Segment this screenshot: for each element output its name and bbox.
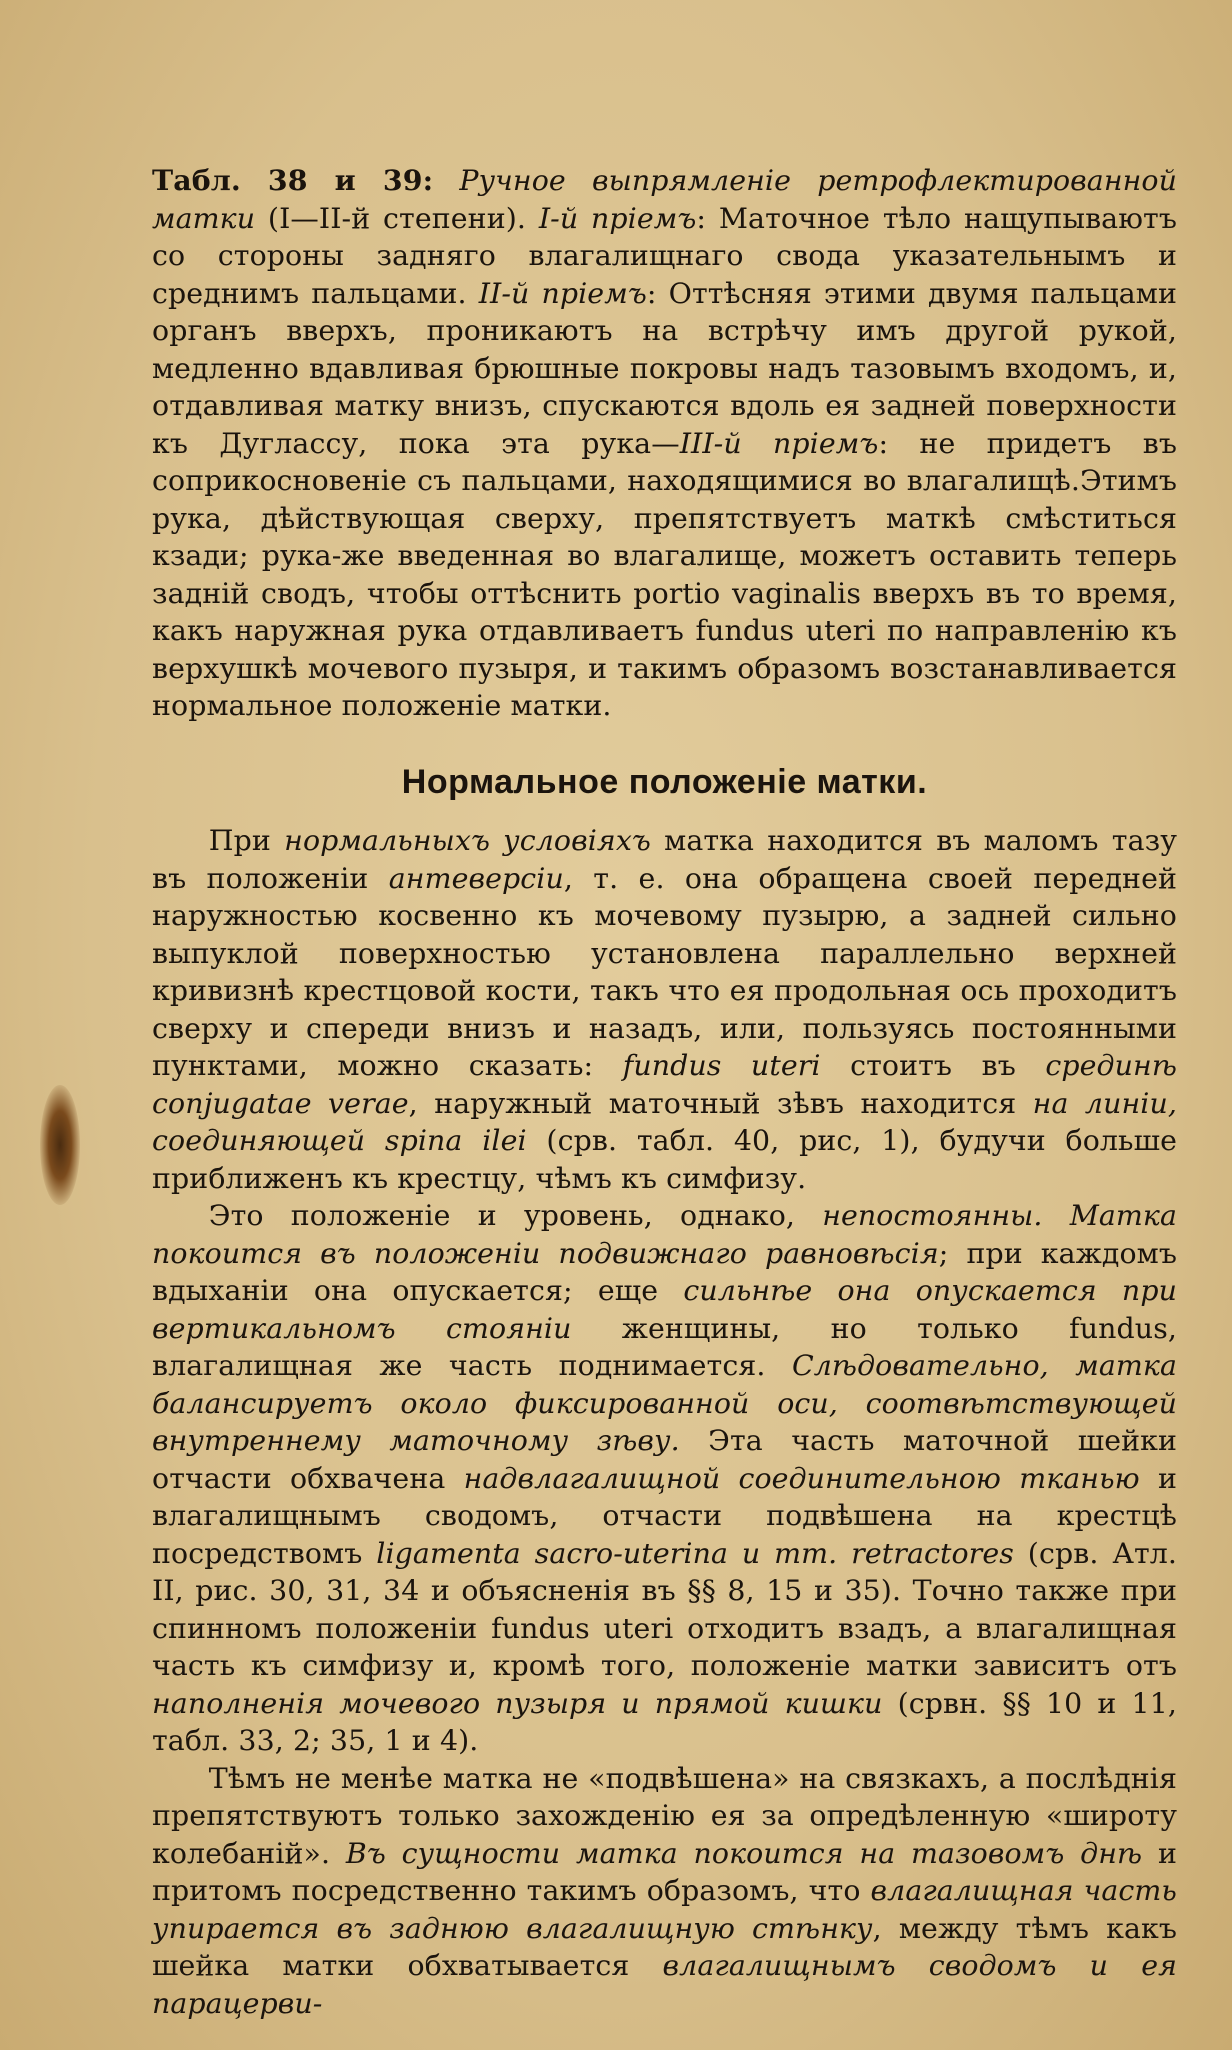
section-heading: Нормальное положеніе матки.: [401, 763, 928, 801]
text-run: При: [208, 824, 285, 857]
emphasis: Въ сущности матка покоится на тазовомъ днѣ: [345, 1836, 1143, 1870]
text-run: (срвн. §§ 10 и 11, табл. 33, 2; 35, 1 и 4).: [152, 1686, 1177, 1757]
page-stain: [40, 1085, 80, 1205]
emphasis: влагалищнымъ сводомъ и ея парацерви-: [152, 1949, 1177, 2020]
text-run: Эта часть маточной шейки отчасти обхвачена: [152, 1424, 1178, 1495]
text-run: : Оттѣсняя этими двумя пальцами органъ вверхъ, проникаютъ на встрѣчу имъ другой рукой, медленно вдавливая брюшные покровы надъ тазовымъ входомъ, и, отдавливая матку внизъ, спускаются вдоль ея задней поверхности къ Дуглассу, пока эта рука—: [152, 276, 1177, 460]
text-run: (срв. табл. 40, рис, 1), будучи больше приближенъ къ крестцу, чѣмъ къ симфизу.: [152, 1124, 1177, 1195]
section-body: [152, 822, 1177, 2022]
text-run: [433, 164, 459, 197]
step-label-1: I-й пріемъ: [538, 201, 697, 235]
text-run: , наружный маточный зѣвъ находится: [408, 1086, 1033, 1120]
paragraph: [152, 1197, 1177, 1760]
emphasis: влагалищная часть упирается въ заднюю влагалищную стѣнку: [152, 1874, 1177, 1945]
step-label-3: III-й пріемъ: [679, 426, 879, 460]
text-run: и притомъ посредственно такимъ образомъ, что: [152, 1836, 1177, 1907]
caption-title: Ручное выпрямленіе ретрофлектированной матки: [152, 164, 1178, 235]
text-run: : Маточное тѣло нащупываютъ со стороны задняго влагалищнаго свода указательнымъ и среднимъ пальцами.: [152, 201, 1177, 310]
text-run: Тѣмъ не менѣе матка не «подвѣшена» на связкахъ, а послѣднія препятствуютъ только захожденію ея за опредѣленную «широту колебаній».: [152, 1761, 1177, 1870]
paragraph: [152, 1760, 1177, 2023]
paragraph: [152, 822, 1177, 1197]
text-run: матка находится въ маломъ тазу въ положеніи: [152, 824, 1177, 895]
text-run: и влагалищнымъ сводомъ, отчасти подвѣшена на крестцѣ посредствомъ: [152, 1461, 1178, 1570]
table-reference: Табл. 38 и 39:: [152, 163, 434, 197]
emphasis: на линіи, соединяющей spina ilei: [152, 1086, 1177, 1157]
emphasis: антеверсіи: [388, 861, 564, 895]
emphasis: срединѣ conjugatae verae: [152, 1049, 1177, 1120]
text-run: Это положеніе и уровень, однако,: [208, 1199, 823, 1232]
step-label-2: II-й пріемъ: [478, 276, 647, 310]
text-run: , между тѣмъ какъ шейка матки обхватывается: [152, 1911, 1177, 1982]
emphasis: сильнѣе она опускается при вертикальномъ стояніи: [152, 1274, 1177, 1345]
emphasis: непостоянны. Матка покоится въ положеніи подвижнаго равновѣсія: [152, 1199, 1177, 1270]
text-run: ; при каждомъ вдыханіи она опускается; еще: [152, 1236, 1177, 1307]
emphasis: надвлагалищной соединительною тканью: [463, 1461, 1140, 1495]
text-run: стоитъ въ: [820, 1049, 1046, 1082]
text-run: женщины, но только fundus, влагалищная же часть поднимается.: [152, 1311, 1177, 1382]
text-run: (срв. Атл. II, рис. 30, 31, 34 и объясненія въ §§ 8, 15 и 35). Точно также при спинномъ положеніи fundus uteri отходитъ взадъ, а влагалищная часть къ симфизу и, кромѣ того, положеніе матки зависитъ отъ: [152, 1536, 1178, 1682]
text-run: , т. е. она обращена своей передней наружностью косвенно къ мочевому пузырю, а задней сильно выпуклой поверхностью установлена параллельно верхней кривизнѣ крестцовой кости, такъ что ея продольная ось проходитъ сверху и спереди внизъ и назадъ, или, пользуясь постоянными пунктами, можно сказать:: [152, 861, 1177, 1082]
figure-caption-paragraph: [152, 162, 1177, 725]
emphasis: fundus uteri: [622, 1049, 821, 1082]
emphasis: нормальныхъ условіяхъ: [284, 824, 651, 857]
emphasis: наполненія мочевого пузыря и прямой кишки: [152, 1686, 883, 1720]
text-run: : не придетъ въ соприкосновеніе съ пальцами, находящимися во влагалищѣ.Этимъ рука, дѣйствующая сверху, препятствуетъ маткѣ смѣститься кзади; рука-же введенная во влагалище, можетъ оставить теперь задній сводъ, чтобы оттѣснить portio vaginalis вверхъ въ то время, какъ наружная рука отдавливаетъ fundus uteri по направленію къ верхушкѣ мочевого пузыря, и такимъ образомъ возстанавливается нормальное положеніе матки.: [152, 426, 1177, 722]
emphasis: Слѣдовательно, матка балансируетъ около фиксированной оси, соотвѣтствующей внутреннему маточному зѣву.: [152, 1349, 1177, 1457]
text-run: (I—II-й степени).: [255, 201, 539, 235]
emphasis: ligamenta sacro-uterina и mm. retractores: [376, 1536, 1014, 1570]
